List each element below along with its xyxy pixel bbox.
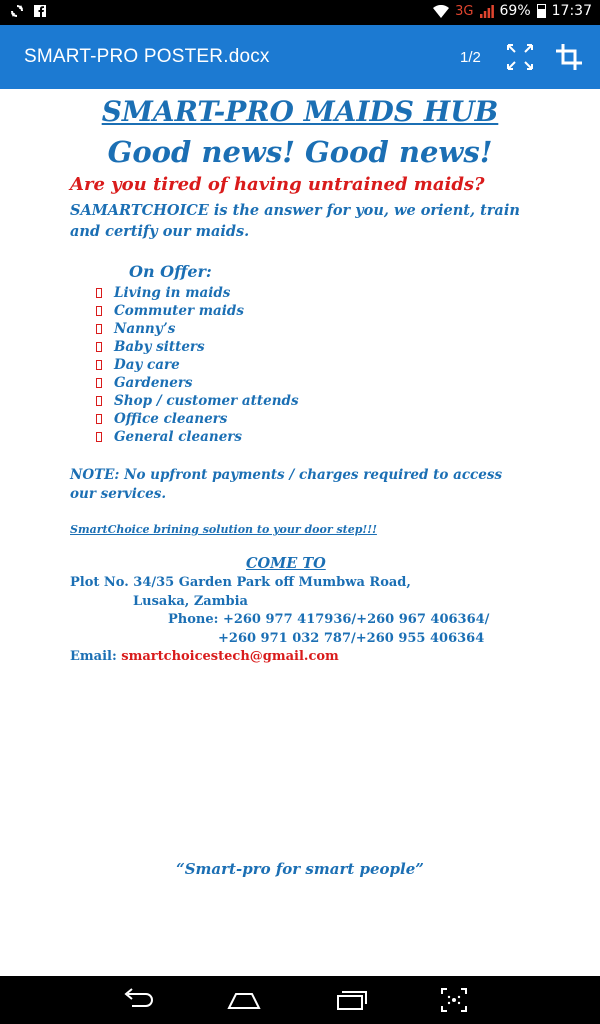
- bullet-icon: [96, 396, 102, 406]
- notification-icons: [10, 4, 46, 18]
- email-line: [70, 649, 339, 664]
- offer-item: Commuter maids: [114, 303, 244, 319]
- phone-line-2: +260 971 032 787/+260 955 406364: [218, 631, 485, 646]
- bullet-icon: [96, 288, 102, 298]
- list-item: [96, 320, 299, 338]
- list-item: [96, 302, 299, 320]
- list-item: [96, 374, 299, 392]
- signal-icon: [480, 5, 494, 18]
- battery-icon: [537, 4, 546, 18]
- home-icon[interactable]: [224, 986, 264, 1014]
- clock: 17:37: [551, 3, 592, 19]
- address-line-2: Lusaka, Zambia: [133, 594, 248, 609]
- status-bar: [0, 0, 600, 25]
- poster-question: Are you tired of having untrained maids?: [70, 174, 485, 195]
- bullet-icon: [96, 432, 102, 442]
- offer-heading: On Offer:: [129, 262, 212, 281]
- system-status: [433, 3, 592, 19]
- app-bar: [0, 25, 600, 89]
- screenshot-icon[interactable]: [434, 986, 474, 1014]
- list-item: [96, 392, 299, 410]
- come-to-heading: COME TO: [246, 555, 326, 572]
- offer-item: Nanny’s: [114, 321, 176, 337]
- bullet-icon: [96, 414, 102, 424]
- offer-item: Living in maids: [114, 285, 231, 301]
- bullet-icon: [96, 324, 102, 334]
- page-indicator: 1/2: [460, 49, 481, 66]
- wifi-icon: [433, 5, 449, 18]
- bullet-icon: [96, 306, 102, 316]
- offer-item: Office cleaners: [114, 411, 228, 427]
- offer-item: Baby sitters: [114, 339, 205, 355]
- offer-item: General cleaners: [114, 429, 243, 445]
- facebook-notification-icon: [34, 5, 46, 17]
- phone-line-1: Phone: +260 977 417936/+260 967 406364/: [168, 612, 490, 627]
- document-page[interactable]: [0, 89, 600, 976]
- offer-item: Day care: [114, 357, 180, 373]
- list-item: [96, 410, 299, 428]
- poster-slogan: SmartChoice brining solution to your door step!!!: [70, 523, 377, 536]
- network-type: 3G: [455, 3, 474, 19]
- poster-intro: SAMARTCHOICE is the answer for you, we orient, train and certify our maids.: [70, 202, 520, 240]
- offer-item: Gardeners: [114, 375, 193, 391]
- crop-icon[interactable]: [555, 43, 583, 71]
- bullet-icon: [96, 342, 102, 352]
- bullet-icon: [96, 378, 102, 388]
- footer-quote: “Smart-pro for smart people”: [176, 860, 424, 878]
- battery-percent: 69%: [499, 3, 531, 19]
- email-label: Email:: [70, 649, 122, 664]
- fullscreen-icon[interactable]: [505, 42, 535, 72]
- back-icon[interactable]: [118, 986, 158, 1014]
- navigation-bar: [0, 976, 600, 1024]
- recents-icon[interactable]: [330, 986, 370, 1014]
- list-item: [96, 284, 299, 302]
- document-title: SMART-PRO POSTER.docx: [24, 46, 270, 67]
- bullet-icon: [96, 360, 102, 370]
- list-item: [96, 338, 299, 356]
- offer-item: Shop / customer attends: [114, 393, 299, 409]
- sync-notification-icon: [10, 4, 24, 18]
- poster-note: NOTE: No upfront payments / charges required to access our services.: [70, 467, 503, 502]
- offer-list: [96, 284, 299, 446]
- list-item: [96, 356, 299, 374]
- poster-title: SMART-PRO MAIDS HUB: [101, 95, 499, 128]
- email-address: smartchoicestech@gmail.com: [121, 649, 339, 664]
- address-line-1: Plot No. 34/35 Garden Park off Mumbwa Road,: [70, 575, 411, 590]
- poster-headline: Good news! Good news!: [107, 135, 493, 169]
- list-item: [96, 428, 299, 446]
